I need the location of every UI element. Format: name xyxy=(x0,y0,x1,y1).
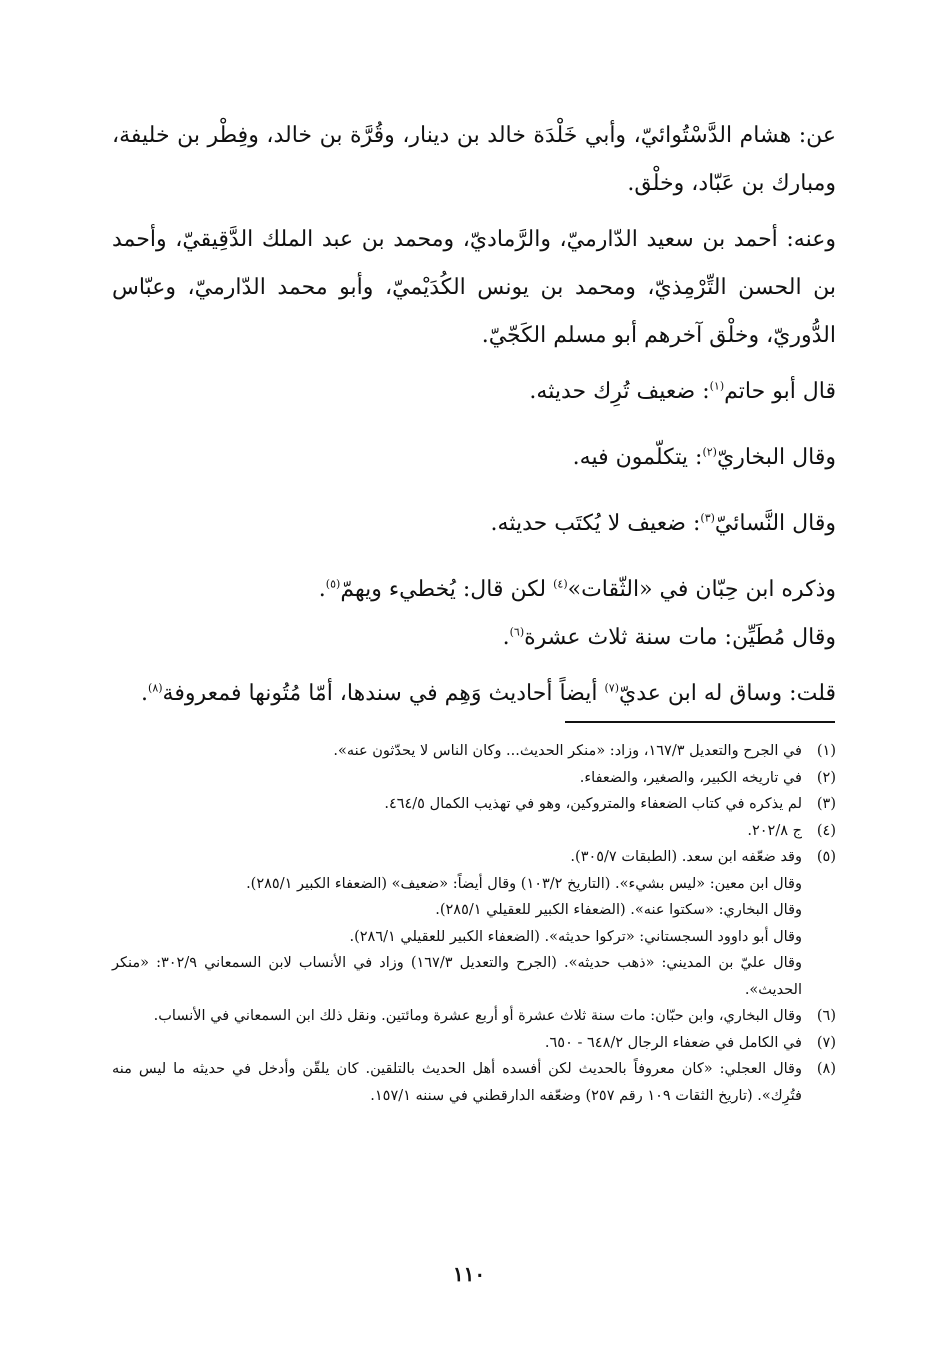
footnote-5 xyxy=(112,844,836,871)
footnote-6 xyxy=(112,1003,836,1030)
page-number: ١١٠ xyxy=(452,1262,486,1286)
footnote-ref: (٧) xyxy=(604,681,619,695)
paragraph-author-note xyxy=(112,670,836,718)
footnote-ref: (٥) xyxy=(325,577,341,591)
text: . xyxy=(318,577,326,602)
footnote-ref: (٣) xyxy=(700,511,715,525)
footnote-2 xyxy=(112,765,836,792)
paragraph-bukhari xyxy=(112,434,836,482)
footnote-number: (٣) xyxy=(816,796,836,812)
footnote-text: وقال العجلي: «كان معروفاً بالحديث لكن أفسده أهل الحديث بالتلقين. كان يلقّن وأدخل في حديثه ما ليس منه فتُرِك». (تاريخ الثقات ١٠٩ رقم ٢٥٧) وضعّفه الدارقطني في سننه ١٥٧/١. xyxy=(112,1061,802,1104)
footnote-5-bukhari: وقال البخاري: «سكتوا عنه». (الضعفاء الكبير للعقيلي ٢٨٥/١). xyxy=(435,902,802,918)
footnote-text: لم يذكره في كتاب الضعفاء والمتروكين، وهو في تهذيب الكمال ٤٦٤/٥. xyxy=(384,796,802,812)
footnotes xyxy=(112,738,836,1109)
text: : ضعيف تُرِك حديثه. xyxy=(529,379,710,404)
text: أيضاً أحاديث وَهِم في سندها، أمّا مُتُونها فمعروفة xyxy=(162,681,605,706)
footnote-divider xyxy=(565,721,835,723)
footnote-ref: (١) xyxy=(709,379,725,393)
footnote-text: في الجرح والتعديل ١٦٧/٣، وزاد: «منكر الحديث... وكان الناس لا يحدّثون عنه». xyxy=(333,743,802,759)
footnote-number: (٧) xyxy=(816,1034,836,1051)
footnote-3 xyxy=(112,791,836,818)
text: وقال مُطَيِّن: مات سنة ثلاث عشرة xyxy=(524,625,836,650)
paragraph-ibn-hibban xyxy=(112,566,836,614)
footnote-1 xyxy=(112,738,836,765)
footnote-number: (١) xyxy=(816,743,836,759)
footnote-ref: (٨) xyxy=(148,681,163,695)
paragraph-mutayyin xyxy=(112,614,836,662)
footnote-ref: (٦) xyxy=(509,625,525,639)
footnote-text: وقال البخاري، وابن حبّان: مات سنة ثلاث عشرة أو أربع عشرة ومائتين. ونقل ذلك ابن السمعاني في الأنساب. xyxy=(153,1008,802,1024)
footnote-number: (٤) xyxy=(816,822,836,839)
paragraph-teachers: عن: هشام الدَّسْتُوائيّ، وأبي خَلْدَة خالد بن دينار، وقُرَّة بن خالد، وفِطْر بن خليفة، ومبارك بن عَبّاد، وخلْق. xyxy=(112,123,836,196)
paragraph-students: وعنه: أحمد بن سعيد الدّارميّ، والرَّماديّ، ومحمد بن عبد الملك الدَّقِيقيّ، وأحمد بن الحسن التِّرْمِذيّ، ومحمد بن يونس الكُدَيْميّ، وأبو محمد الدّارميّ، وعبّاس الدُّوريّ، وخلْق آخرهم أبو مسلم الكَجّيّ. xyxy=(112,227,836,348)
footnote-5-ibn-maeen: وقال ابن معين: «ليس بشيء». (التاريخ ١٠٣/٢) وقال أيضاً: «ضعيف» (الضعفاء الكبير ٢٨٥/١). xyxy=(246,875,802,892)
footnote-ref: (٢) xyxy=(702,445,717,459)
text: قلت: وساق له ابن عديّ xyxy=(619,681,836,706)
footnote-8 xyxy=(112,1056,836,1109)
footnote-text: ج ٢٠٢/٨. xyxy=(747,822,802,839)
text: قال أبو حاتم xyxy=(724,379,836,404)
footnote-number: (٦) xyxy=(816,1008,836,1024)
text: وذكره ابن حِبّان في «الثّقات» xyxy=(567,577,836,602)
text: وقال النَّسائيّ xyxy=(714,511,836,536)
footnote-number: (٥) xyxy=(816,849,836,865)
footnote-4 xyxy=(112,818,836,845)
footnote-text: في الكامل في ضعفاء الرجال ٦٤٨/٢ - ٦٥٠. xyxy=(544,1034,802,1051)
footnote-ref: (٤) xyxy=(553,577,568,591)
footnote-5-ibn-madini: وقال عليّ بن المديني: «ذهب حديثه». (الجرح والتعديل ١٦٧/٣) وزاد في الأنساب لابن السمعاني ٣٠٢/٩: «منكر الحديث». xyxy=(112,955,802,998)
footnote-5-abu-dawud: وقال أبو داوود السجستاني: «تركوا حديثه». (الضعفاء الكبير للعقيلي ٢٨٦/١). xyxy=(349,928,802,945)
text: : ضعيف لا يُكتَب حديثه. xyxy=(490,511,701,536)
footnote-number: (٨) xyxy=(816,1061,836,1077)
text: لكن قال: يُخطيء ويهمّ xyxy=(340,577,554,602)
footnote-text: وقد ضعّفه ابن سعد. (الطبقات ٣٠٥/٧). xyxy=(570,849,802,865)
text: : يتكلّمون فيه. xyxy=(572,445,703,470)
text: . xyxy=(502,625,510,650)
paragraph-abu-hatim xyxy=(112,368,836,416)
main-text xyxy=(112,112,836,718)
paragraph-nasai xyxy=(112,500,836,548)
footnote-number: (٢) xyxy=(816,769,836,786)
text: . xyxy=(141,681,149,706)
text: وقال البخاريّ xyxy=(716,445,836,470)
footnote-7 xyxy=(112,1030,836,1057)
footnote-text: في تاريخه الكبير، والصغير، والضعفاء. xyxy=(579,769,802,786)
